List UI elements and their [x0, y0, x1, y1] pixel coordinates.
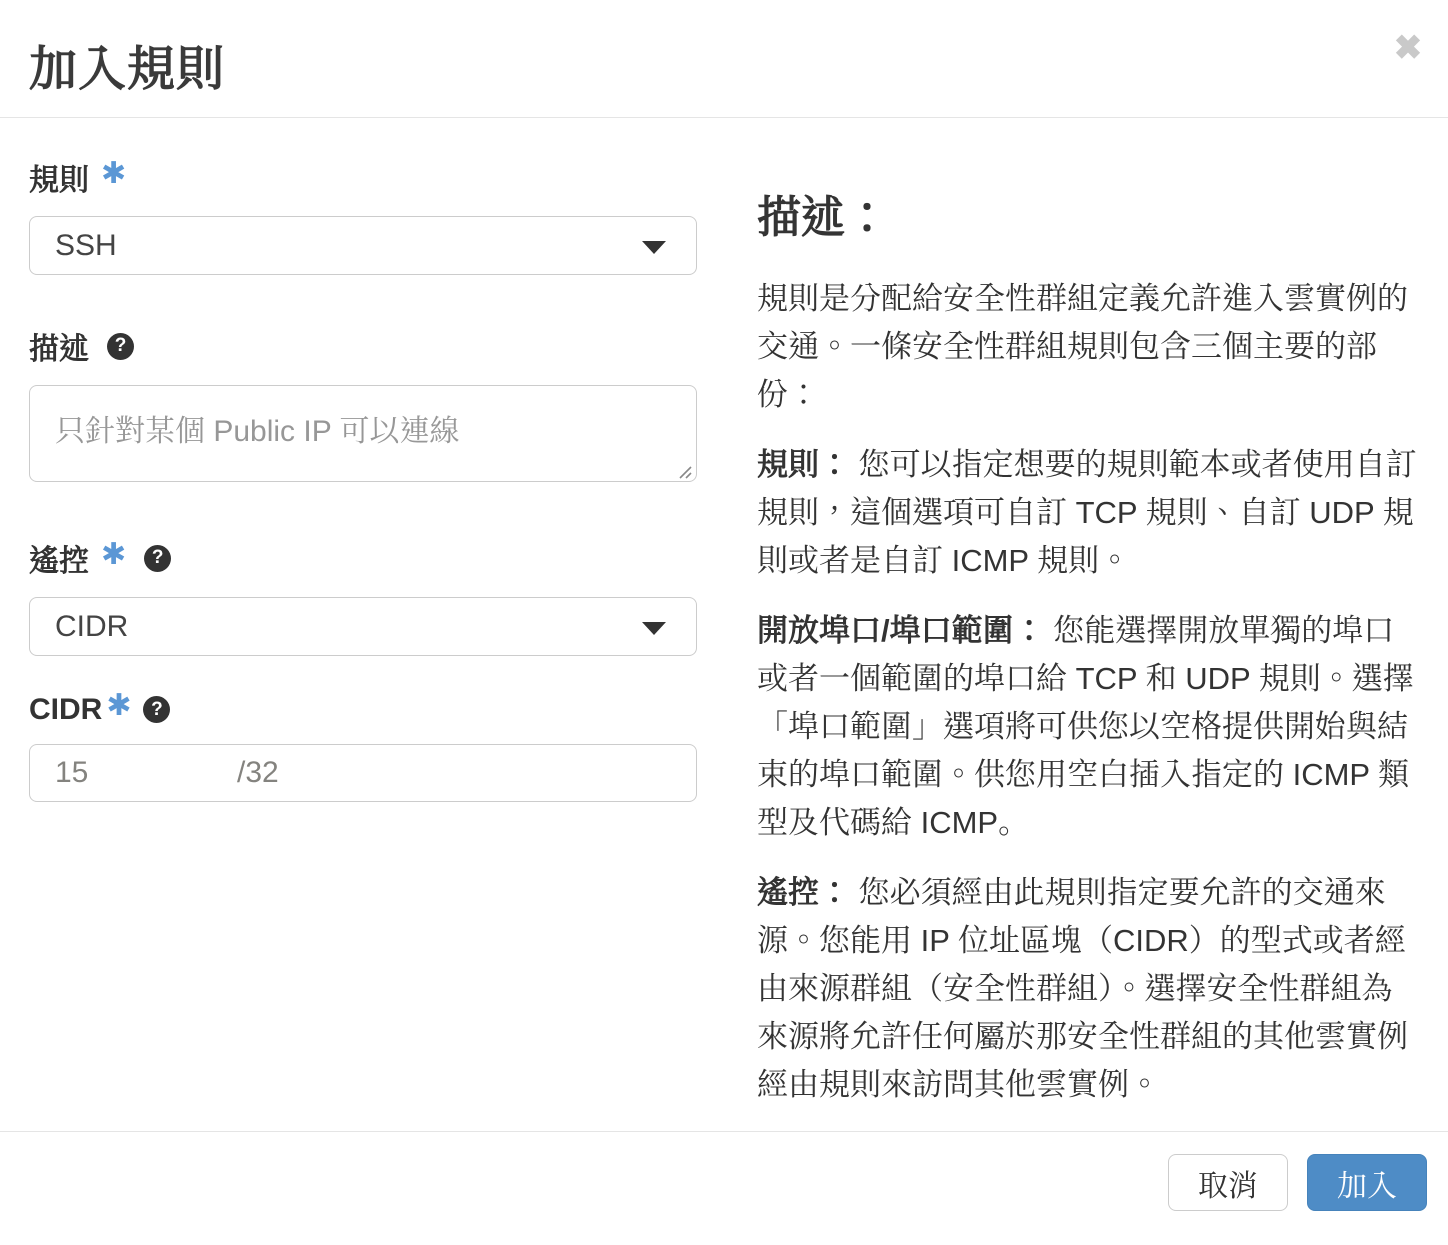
- rule-select[interactable]: [29, 216, 697, 275]
- cidr-input[interactable]: [29, 744, 697, 802]
- submit-button[interactable]: 加入: [1307, 1154, 1427, 1211]
- cidr-label: [29, 689, 697, 727]
- form-column: [29, 155, 697, 1131]
- rule-label: [29, 155, 697, 199]
- help-icon[interactable]: [107, 333, 134, 360]
- help-term: 開放埠口/埠口範圍：: [757, 613, 1045, 648]
- remote-select[interactable]: [29, 597, 697, 656]
- page-title: 加入規則: [29, 43, 226, 96]
- required-icon: ✱: [101, 537, 127, 571]
- required-icon: ✱: [101, 156, 127, 190]
- help-text: 您可以指定想要的規則範本或者使用自訂規則，這個選項可自訂 TCP 規則、自訂 UDP 規則或者是自訂 ICMP 規則。: [757, 447, 1417, 578]
- modal-body: [0, 118, 1448, 1132]
- chevron-down-icon: [642, 622, 666, 635]
- modal-footer: [0, 1132, 1448, 1245]
- close-button[interactable]: [1386, 26, 1430, 70]
- cidr-input-value: 15: [55, 756, 89, 789]
- close-icon: ✖: [1393, 29, 1423, 67]
- description-label-text: 描述: [29, 333, 89, 366]
- remote-label: [29, 536, 697, 580]
- chevron-down-icon: [642, 241, 666, 254]
- help-text: 您必須經由此規則指定要允許的交通來源。您能用 IP 位址區塊（CIDR）的型式或者經由來源群組（安全性群組）。選擇安全性群組為來源將允許任何屬於那安全性群組的其他雲實例經由規則來訪問其他雲實例。: [757, 875, 1408, 1102]
- question-glyph: ?: [151, 698, 163, 720]
- cidr-input-suffix: /32: [237, 756, 279, 789]
- help-panel: [757, 155, 1419, 1131]
- cidr-label-text: CIDR: [29, 692, 103, 726]
- question-glyph: ?: [114, 335, 127, 356]
- help-icon[interactable]: [143, 696, 170, 723]
- remote-select-value: CIDR: [55, 609, 129, 643]
- help-text: 您能選擇開放單獨的埠口或者一個範圍的埠口給 TCP 和 UDP 規則。選擇「埠口範圍」選項將可供您以空格提供開始與結束的埠口範圍。供您用空白插入指定的 ICMP 類型及代碼給 ICMP。: [757, 613, 1414, 840]
- help-paragraph: [757, 607, 1419, 847]
- modal-header: [0, 0, 1448, 118]
- help-intro: 規則是分配給安全性群組定義允許進入雲實例的交通。一條安全性群組規則包含三個主要的部份：: [757, 281, 1408, 412]
- cancel-button[interactable]: 取消: [1168, 1154, 1288, 1211]
- description-textarea-wrap: [29, 385, 697, 487]
- help-heading: 描述：: [757, 193, 889, 242]
- question-glyph: ?: [151, 547, 164, 568]
- help-term: 規則：: [757, 447, 850, 482]
- description-textarea[interactable]: [29, 385, 697, 482]
- help-paragraph: [757, 869, 1419, 1109]
- rule-select-value: SSH: [55, 228, 117, 262]
- help-paragraph: [757, 441, 1419, 585]
- description-label: [29, 324, 697, 368]
- help-icon[interactable]: [144, 545, 171, 572]
- help-term: 遙控：: [757, 875, 850, 910]
- required-icon: ✱: [106, 689, 132, 722]
- remote-label-text: 遙控: [29, 545, 89, 578]
- rule-label-text: 規則: [29, 164, 89, 197]
